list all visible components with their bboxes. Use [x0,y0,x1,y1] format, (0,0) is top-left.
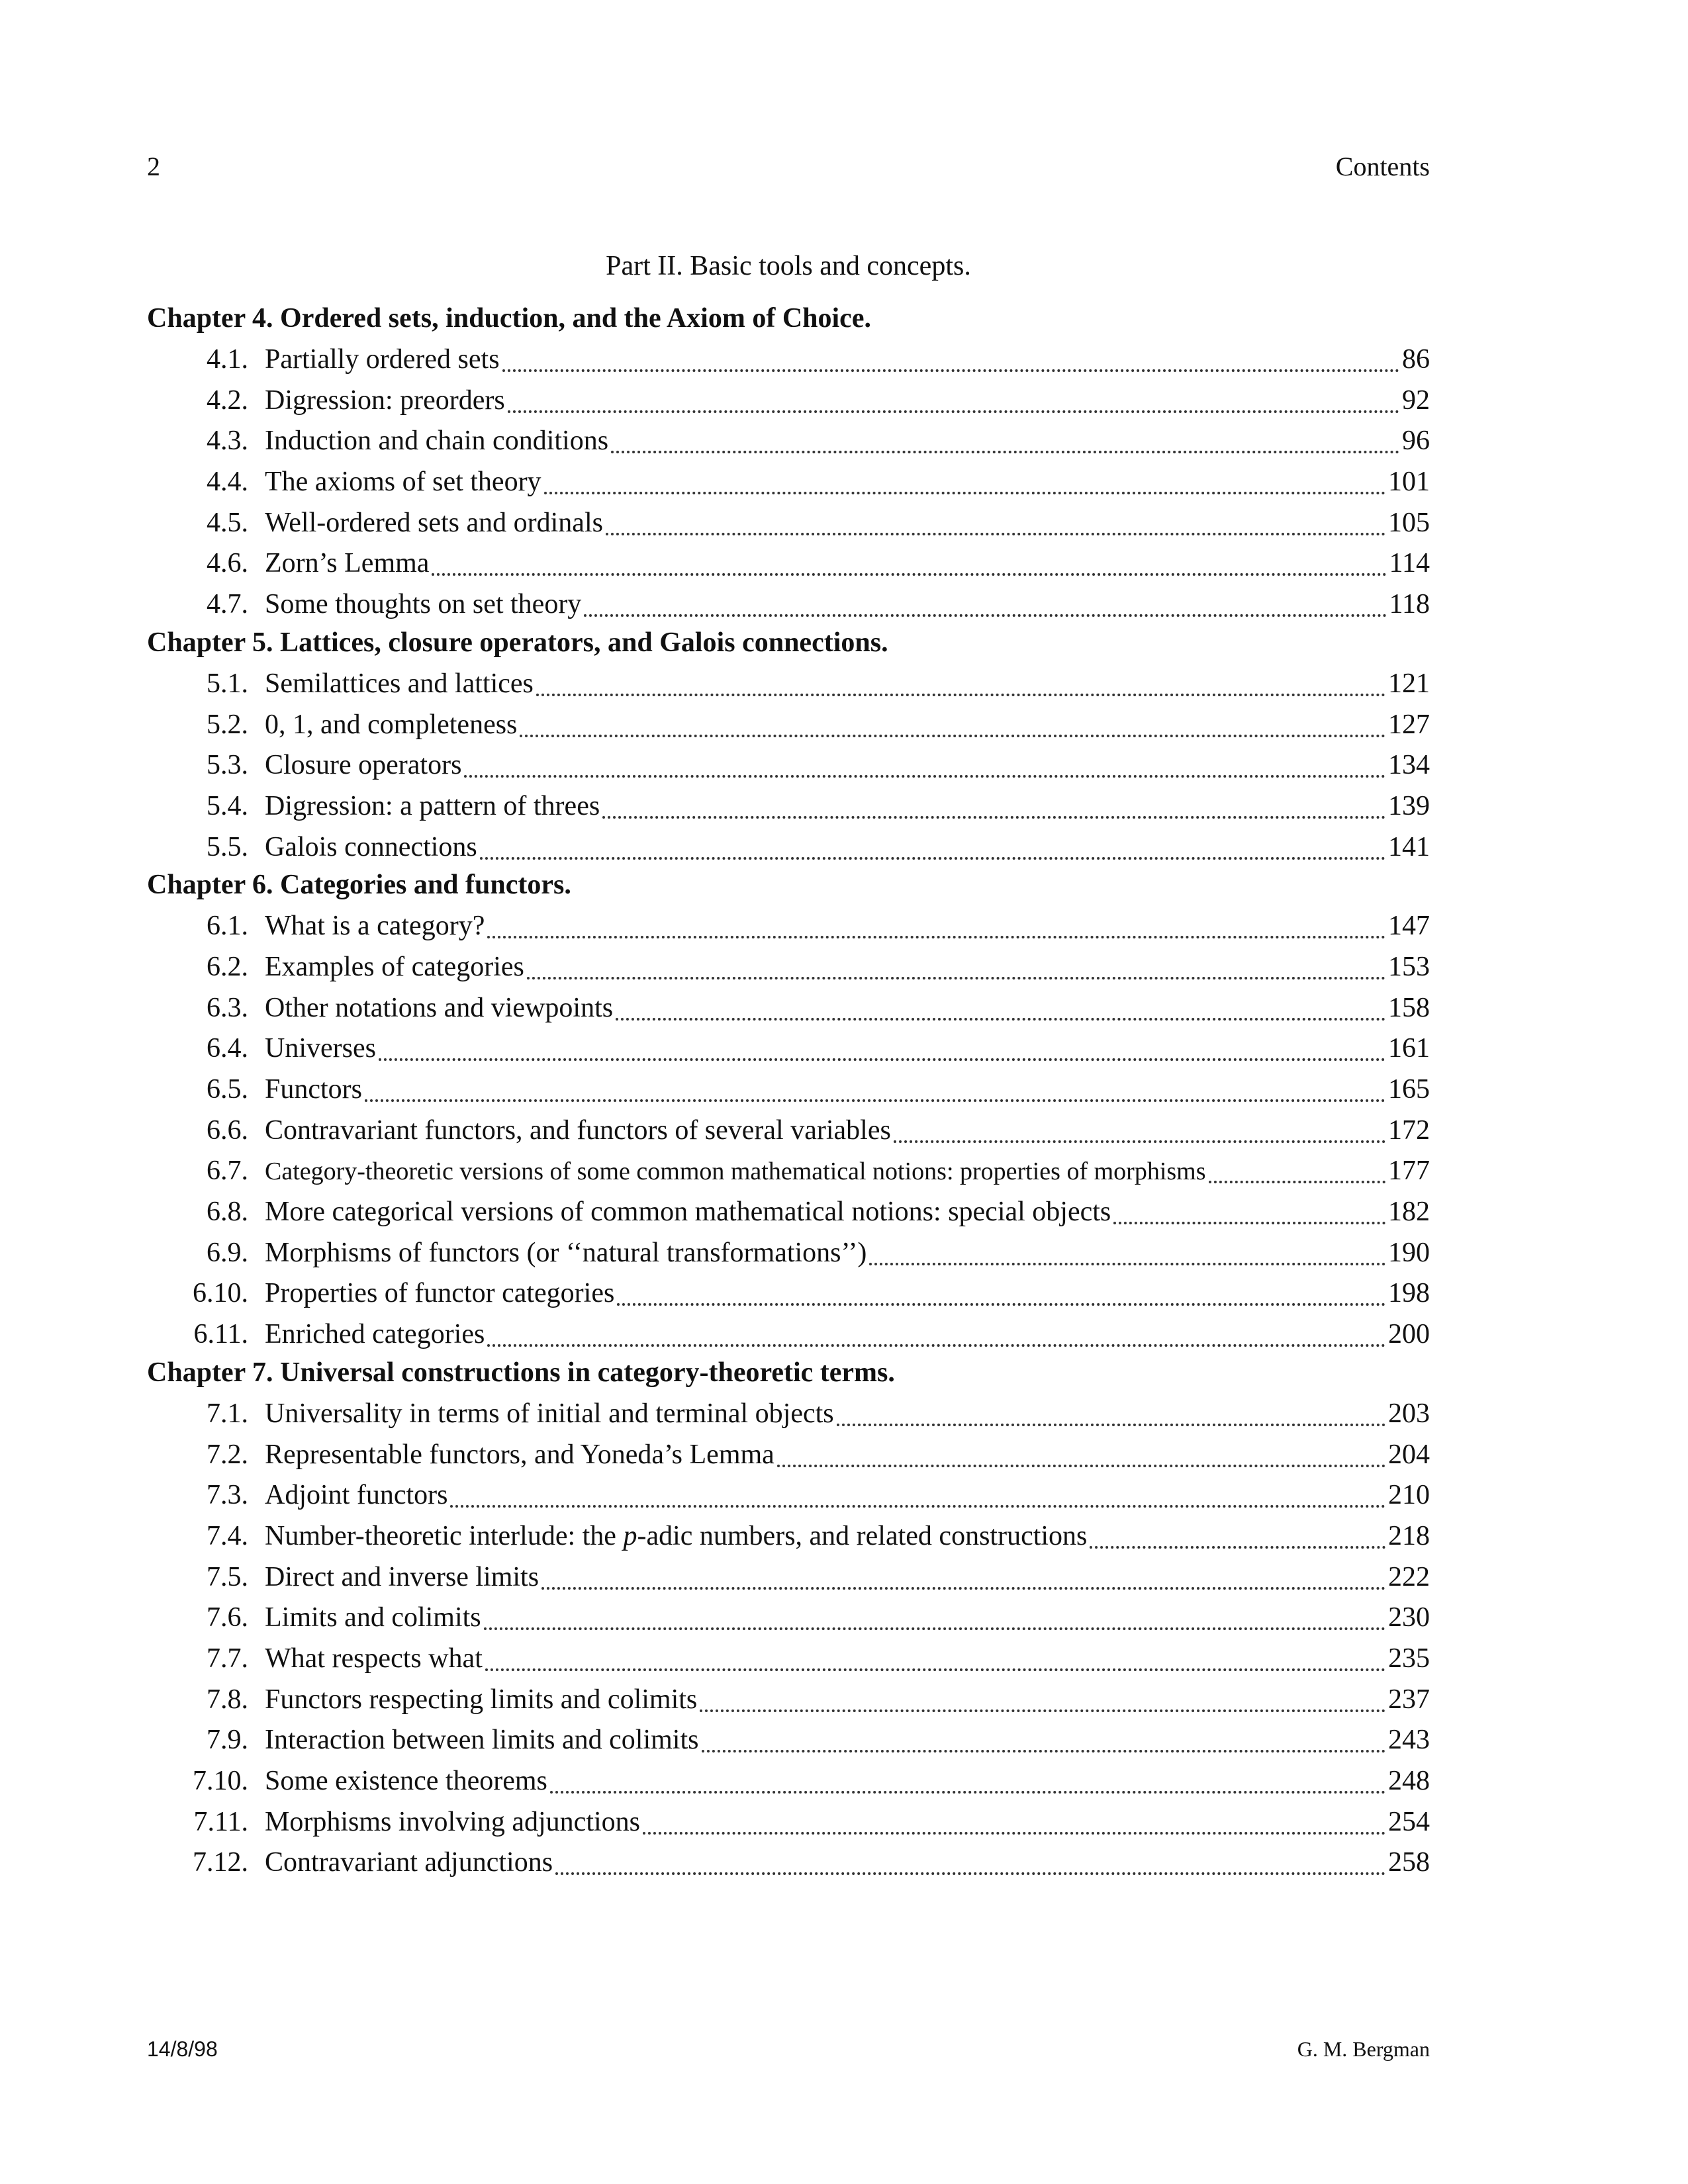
section-number: 6.4. [207,1033,248,1064]
toc-entry[interactable] [147,1555,1430,1596]
section-number: 5.4. [207,790,248,821]
dot-leader [555,1844,1385,1875]
section-number: 7.3. [207,1480,248,1511]
section-number: 5.2. [207,709,248,740]
section-number: 6.10. [193,1278,248,1309]
page-reference: 147 [1388,911,1430,942]
page-reference: 248 [1388,1766,1430,1796]
section-number: 5.5. [207,831,248,862]
section-title: Adjoint functors [265,1480,448,1511]
page-reference: 235 [1388,1643,1430,1674]
toc-entry[interactable] [147,1514,1430,1555]
toc-entry[interactable] [147,419,1430,460]
toc-entry[interactable] [147,1759,1430,1800]
dot-leader [643,1804,1385,1835]
dot-leader [1113,1194,1385,1224]
part-title: Part II. Basic tools and concepts. [606,251,971,281]
section-title: Digression: a pattern of threes [265,790,600,821]
toc-entry[interactable] [147,825,1430,866]
toc-entry[interactable] [147,1026,1430,1068]
section-title: Some thoughts on set theory [265,589,582,620]
section-title: Examples of categories [265,951,524,982]
toc-entry[interactable] [147,662,1430,703]
section-title: Functors respecting limits and colimits [265,1684,698,1715]
dot-leader [702,1722,1386,1752]
dot-leader [484,1600,1385,1630]
toc-entry[interactable] [147,1841,1430,1882]
section-number: 6.2. [207,951,248,982]
chapter-heading: Chapter 5. Lattices, closure operators, and Galois connections. [147,627,888,658]
page-reference: 127 [1388,709,1430,740]
page-reference: 165 [1388,1074,1430,1105]
section-title: What respects what [265,1643,483,1674]
chapter-heading: Chapter 7. Universal constructions in category-theoretic terms. [147,1357,895,1388]
footer-date: 14/8/98 [147,2037,218,2061]
section-number: 7.5. [207,1561,248,1592]
page-reference: 134 [1388,750,1430,781]
page-reference: 210 [1388,1480,1430,1511]
page-reference: 222 [1388,1561,1430,1592]
page-reference: 237 [1388,1684,1430,1715]
dot-leader [617,1275,1385,1306]
section-title: Semilattices and lattices [265,668,534,699]
dot-leader [536,666,1385,696]
section-title: What is a category? [265,911,485,942]
dot-leader [432,545,1386,576]
toc-entry[interactable] [147,541,1430,582]
toc-entry[interactable] [147,1392,1430,1433]
dot-leader [837,1396,1385,1426]
dot-leader [487,908,1385,938]
dot-leader [584,586,1386,617]
section-title: Zorn’s Lemma [265,548,430,579]
footer-author: G. M. Bergman [1297,2037,1430,2061]
section-number: 4.5. [207,507,248,538]
toc-entry[interactable] [147,1109,1430,1150]
page-reference: 101 [1388,467,1430,498]
dot-leader [508,383,1399,413]
section-number: 5.1. [207,668,248,699]
section-number: 7.8. [207,1684,248,1715]
dot-leader [869,1235,1385,1265]
dot-leader [1209,1153,1385,1183]
running-title: Contents [1335,152,1430,181]
page-reference: 141 [1388,831,1430,862]
toc-entry[interactable] [147,703,1430,744]
section-title: Other notations and viewpoints [265,992,614,1023]
section-title: Interaction between limits and colimits [265,1725,699,1756]
toc-entry[interactable] [147,1637,1430,1678]
toc-entry[interactable] [147,904,1430,945]
toc-entry[interactable] [147,1190,1430,1231]
toc-entry[interactable] [147,460,1430,501]
page-reference: 92 [1402,385,1430,416]
page-reference: 158 [1388,992,1430,1023]
toc-entry[interactable] [147,1271,1430,1312]
dot-leader [1090,1518,1385,1549]
dot-leader [544,464,1385,494]
page-reference: 204 [1388,1439,1430,1470]
section-number: 5.3. [207,750,248,781]
dot-leader [606,505,1385,535]
page-reference: 153 [1388,951,1430,982]
toc-entry[interactable] [147,501,1430,542]
page-reference: 121 [1388,668,1430,699]
section-number: 7.2. [207,1439,248,1470]
section-number: 6.6. [207,1115,248,1146]
section-title: Closure operators [265,750,462,781]
page-reference: 182 [1388,1197,1430,1228]
dot-leader [502,341,1399,372]
section-title: 0, 1, and completeness [265,709,518,740]
page-header [147,151,1430,191]
page-reference: 243 [1388,1725,1430,1756]
page-reference: 218 [1388,1520,1430,1551]
section-title: Universality in terms of initial and terminal objects [265,1398,834,1429]
section-number: 7.4. [207,1520,248,1551]
section-number: 7.7. [207,1643,248,1674]
page-reference: 139 [1388,790,1430,821]
toc-entry[interactable] [147,1149,1430,1190]
chapter-heading: Chapter 6. Categories and functors. [147,870,571,901]
section-title: Some existence theorems [265,1766,547,1796]
page-reference: 96 [1402,426,1430,457]
dot-leader [550,1763,1385,1794]
section-number: 7.1. [207,1398,248,1429]
section-number: 4.2. [207,385,248,416]
section-title: Representable functors, and Yoneda’s Lemma [265,1439,774,1470]
section-title: Contravariant adjunctions [265,1847,553,1878]
dot-leader [485,1641,1385,1671]
section-title: Number-theoretic interlude: the p-adic numbers, and related constructions [265,1520,1088,1551]
section-title: Well-ordered sets and ordinals [265,507,603,538]
section-number: 4.4. [207,467,248,498]
page-reference: 161 [1388,1033,1430,1064]
page-reference: 203 [1388,1398,1430,1429]
chapter-heading: Chapter 4. Ordered sets, induction, and the Axiom of Choice. [147,303,871,334]
section-title: Properties of functor categories [265,1278,615,1309]
section-title: Partially ordered sets [265,344,500,375]
page-reference: 198 [1388,1278,1430,1309]
section-title: Category-theoretic versions of some common mathematical notions: properties of morphisms [265,1158,1206,1186]
toc-entry[interactable] [147,379,1430,420]
section-title: Digression: preorders [265,385,505,416]
section-number: 4.6. [207,548,248,579]
page-reference: 86 [1402,344,1430,375]
toc-entry[interactable] [147,1473,1430,1514]
section-number: 6.11. [193,1319,248,1350]
section-number: 7.10. [193,1766,248,1796]
dot-leader [379,1030,1385,1061]
dot-leader [464,747,1385,778]
page-reference: 190 [1388,1237,1430,1268]
section-title: Limits and colimits [265,1602,481,1633]
section-number: 4.7. [207,589,248,620]
page-reference: 114 [1389,548,1430,579]
section-title: Enriched categories [265,1319,485,1350]
toc-entry[interactable] [147,1718,1430,1759]
section-title: More categorical versions of common mathematical notions: special objects [265,1197,1111,1228]
dot-leader [487,1316,1385,1347]
page-reference: 200 [1388,1319,1430,1350]
dot-leader [520,707,1385,737]
section-title: Functors [265,1074,362,1105]
toc-entry[interactable] [147,1068,1430,1109]
section-number: 7.9. [207,1725,248,1756]
toc-entry[interactable] [147,1433,1430,1474]
toc-entry[interactable] [147,784,1430,825]
section-number: 4.1. [207,344,248,375]
dot-leader [541,1559,1385,1590]
dot-leader [616,990,1385,1021]
section-title: Morphisms involving adjunctions [265,1806,640,1837]
section-number: 6.9. [207,1237,248,1268]
section-number: 7.6. [207,1602,248,1633]
dot-leader [450,1477,1385,1508]
page-reference: 258 [1388,1847,1430,1878]
toc-entry[interactable] [147,1231,1430,1272]
page-reference: 118 [1389,589,1430,620]
dot-leader [777,1437,1385,1467]
section-number: 6.7. [207,1156,248,1187]
toc-entry[interactable] [147,743,1430,784]
toc-entry[interactable] [147,582,1430,623]
page-reference: 172 [1388,1115,1430,1146]
toc-entry[interactable] [147,1312,1430,1353]
section-number: 7.11. [193,1806,248,1837]
section-title: The axioms of set theory [265,467,541,498]
table-of-contents [147,299,1430,1882]
section-title: Galois connections [265,831,477,862]
toc-entry[interactable] [147,1800,1430,1841]
toc-entry[interactable] [147,1678,1430,1719]
section-number: 6.5. [207,1074,248,1105]
dot-leader [700,1682,1385,1712]
section-number: 4.3. [207,426,248,457]
dot-leader [602,788,1385,819]
toc-entry[interactable] [147,945,1430,986]
page-reference: 177 [1388,1156,1430,1187]
toc-entry[interactable] [147,986,1430,1027]
section-title: Morphisms of functors (or ‘‘natural transformations’’) [265,1237,867,1268]
dot-leader [365,1071,1385,1102]
dot-leader [480,829,1385,860]
toc-entry[interactable] [147,338,1430,379]
page-number: 2 [147,152,160,181]
section-number: 7.12. [193,1847,248,1878]
section-number: 6.8. [207,1197,248,1228]
dot-leader [527,949,1385,979]
section-number: 6.1. [207,911,248,942]
section-title: Direct and inverse limits [265,1561,539,1592]
section-number: 6.3. [207,992,248,1023]
section-title: Induction and chain conditions [265,426,609,457]
section-title: Contravariant functors, and functors of several variables [265,1115,891,1146]
page-reference: 254 [1388,1806,1430,1837]
page-reference: 230 [1388,1602,1430,1633]
page-reference: 105 [1388,507,1430,538]
dot-leader [611,423,1399,453]
toc-entry[interactable] [147,1596,1430,1637]
dot-leader [894,1113,1385,1143]
section-title: Universes [265,1033,376,1064]
